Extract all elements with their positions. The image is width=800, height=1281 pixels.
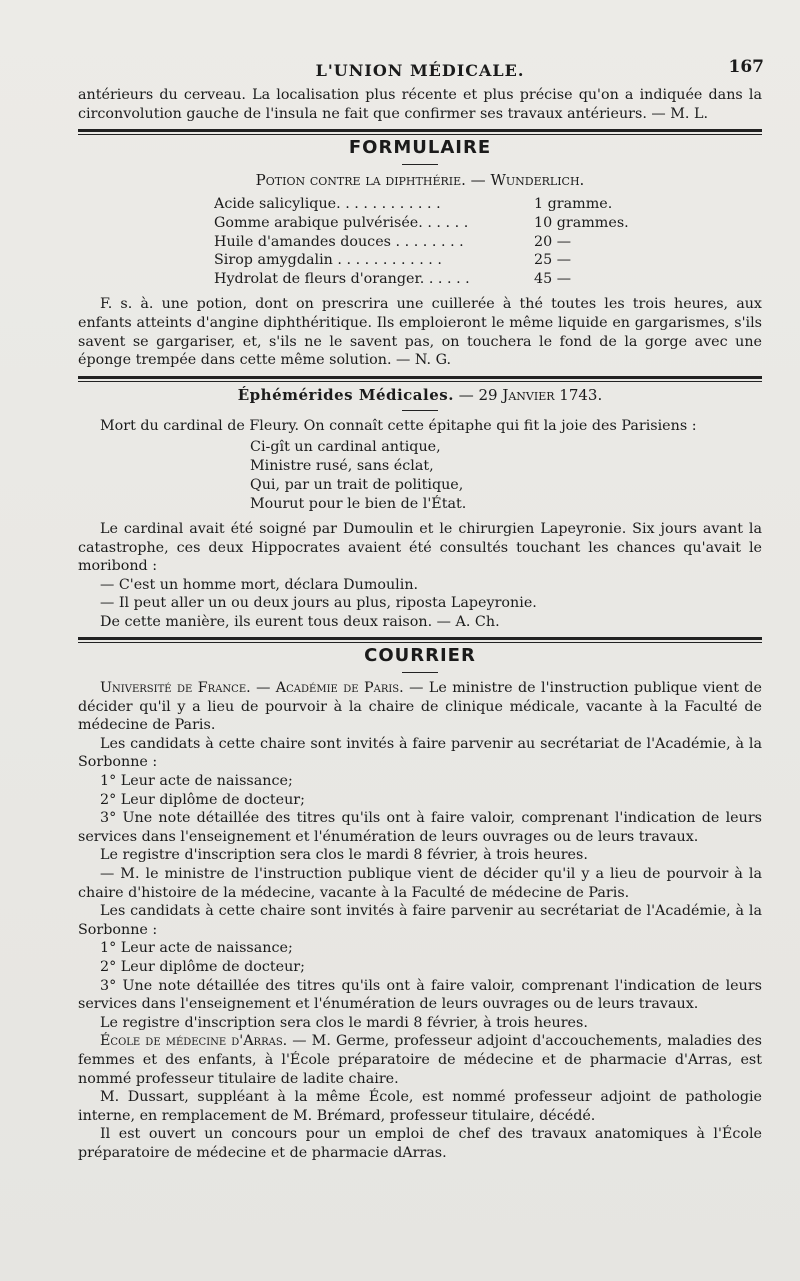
short-divider <box>402 410 438 411</box>
short-divider <box>402 164 438 165</box>
ephemerides-heading <box>78 386 762 405</box>
ephemerides-paragraph: Le cardinal avait été soigné par Dumoulin et le chirurgien Lapeyronie. Six jours avant la catastrophe, ces deux Hippocrates avaient été consultés touchant les chances qu'avait le moribond : <box>78 520 762 575</box>
ingredient-row <box>214 195 644 214</box>
courrier-paragraph <box>78 1032 762 1088</box>
ephemerides-lead: Mort du cardinal de Fleury. On connaît cette épitaphe qui fit la joie des Parisiens : <box>100 418 697 435</box>
formulaire-text: F. s. à. une potion, dont on prescrira une cuillerée à thé toutes les trois heures, aux enfants atteints d'angine diphthéritique. Ils emploieront le même liquide en gargarismes, s'ils savent se gargariser, et, s'ils ne le savent pas, on touchera le fond de la gorge avec une éponge trempée dans cette même solution. — N. G. <box>78 296 762 369</box>
poem-line: Ministre rusé, sans éclat, <box>250 457 434 474</box>
courrier-list-item: 3° Une note détaillée des titres qu'ils ont à faire valoir, comprenant l'indication de leurs services dans l'enseignement et l'énumération de leurs ouvrages ou de leurs travaux. <box>78 977 762 1013</box>
ingredient-quantity: 20 — <box>534 233 572 250</box>
ingredient-row <box>214 233 644 252</box>
ephemerides-date: — 29 Janvier 1743. <box>458 385 603 404</box>
courrier-paragraph-body: — Le ministre de l'instruction publique vient de décider qu'il y a lieu de pourvoir à la chaire de clinique médicale, vacante à la Faculté de médecine de Paris. <box>78 680 762 734</box>
short-divider <box>402 672 438 673</box>
ingredient-name: Sirop amygdalin . . . . . . . . . . . . <box>214 252 442 269</box>
ingredient-quantity: 45 — <box>534 270 572 287</box>
poem-line: Qui, par un trait de politique, <box>250 476 464 493</box>
ingredient-name: Hydrolat de fleurs d'oranger. . . . . . <box>214 270 470 287</box>
ephemerides-paragraph: De cette manière, ils eurent tous deux raison. — A. Ch. <box>100 613 500 630</box>
courrier-list-item: 1° Leur acte de naissance; <box>100 940 293 957</box>
courrier-paragraph <box>78 679 762 735</box>
epitaph-poem <box>250 438 762 514</box>
poem-line: Mourut pour le bien de l'État. <box>250 495 467 512</box>
courrier-paragraph-head: Université de France. — Académie de Paris. <box>100 680 404 697</box>
courrier-list-item: 2° Leur diplôme de docteur; <box>100 791 305 808</box>
running-header <box>78 56 762 86</box>
ephemerides-paragraph: — C'est un homme mort, déclara Dumoulin. <box>100 576 419 593</box>
ingredient-quantity: 1 gramme. <box>534 196 613 213</box>
ingredient-name: Huile d'amandes douces . . . . . . . . <box>214 233 464 250</box>
page-number: 167 <box>728 57 764 77</box>
courrier-paragraph-body: — M. Germe, professeur adjoint d'accouchements, maladies des femmes et des enfants, à l'École préparatoire de médecine et de pharmacie d'Arras, est nommé professeur titulaire de ladite chaire. <box>78 1033 762 1087</box>
ephemerides-paragraph: — Il peut aller un ou deux jours au plus, riposta Lapeyronie. <box>100 595 537 612</box>
journal-title: L'UNION MÉDICALE. <box>315 61 525 80</box>
courrier-paragraph: Les candidats à cette chaire sont invités à faire parvenir au secrétariat de l'Académie, à la Sorbonne : <box>78 903 762 938</box>
ephemerides-title: Éphémérides Médicales. <box>237 385 454 404</box>
intro-paragraph: antérieurs du cerveau. La localisation plus récente et plus précise qu'on a indiquée dans la circonvolution gauche de l'insula ne fait que confirmer ses travaux antérieurs. — M. L. <box>78 87 762 122</box>
courrier-paragraph: M. Dussart, suppléant à la même École, est nommé professeur adjoint de pathologie interne, en remplacement de M. Brémard, professeur titulaire, décédé. <box>78 1089 762 1124</box>
ingredient-row <box>214 214 644 233</box>
courrier-heading: COURRIER <box>364 645 476 667</box>
ingredient-quantity: 25 — <box>534 252 572 269</box>
ingredient-name: Acide salicylique. . . . . . . . . . . . <box>214 196 441 213</box>
courrier-paragraph: — M. le ministre de l'instruction publique vient de décider qu'il y a lieu de pourvoir à la chaire d'histoire de la médecine, vacante à la Faculté de médecine de Paris. <box>78 866 762 901</box>
ingredient-row <box>214 251 644 270</box>
courrier-list-item: 1° Leur acte de naissance; <box>100 773 293 790</box>
formulaire-heading: FORMULAIRE <box>348 137 492 159</box>
page-content <box>78 56 762 1163</box>
courrier-paragraph: Le registre d'inscription sera clos le mardi 8 février, à trois heures. <box>100 1014 588 1031</box>
ingredient-row <box>214 270 644 289</box>
section-divider <box>78 637 762 643</box>
ingredient-quantity: 10 grammes. <box>534 214 629 231</box>
courrier-paragraph: Les candidats à cette chaire sont invités à faire parvenir au secrétariat de l'Académie, à la Sorbonne : <box>78 735 762 771</box>
section-divider <box>78 129 762 135</box>
courrier-list-item: 3° Une note détaillée des titres qu'ils ont à faire valoir, comprenant l'indication de leurs services dans l'enseignement et l'énumération de leurs ouvrages ou de leurs travaux. <box>78 810 762 845</box>
courrier-paragraph: Il est ouvert un concours pour un emploi de chef des travaux anatomiques à l'École préparatoire de médecine et de pharmacie dArras. <box>78 1126 762 1161</box>
courrier-paragraph-head: École de médecine d'Arras. <box>100 1033 288 1050</box>
courrier-paragraph: Le registre d'inscription sera clos le mardi 8 février, à trois heures. <box>100 847 588 864</box>
section-divider <box>78 376 762 382</box>
poem-line: Ci-gît un cardinal antique, <box>250 438 441 455</box>
ingredient-list <box>214 195 644 288</box>
courrier-list-item: 2° Leur diplôme de docteur; <box>100 958 305 975</box>
recipe-title: Potion contre la diphthérie. — Wunderlich. <box>255 170 585 189</box>
ingredient-name: Gomme arabique pulvérisée. . . . . . <box>214 214 469 231</box>
